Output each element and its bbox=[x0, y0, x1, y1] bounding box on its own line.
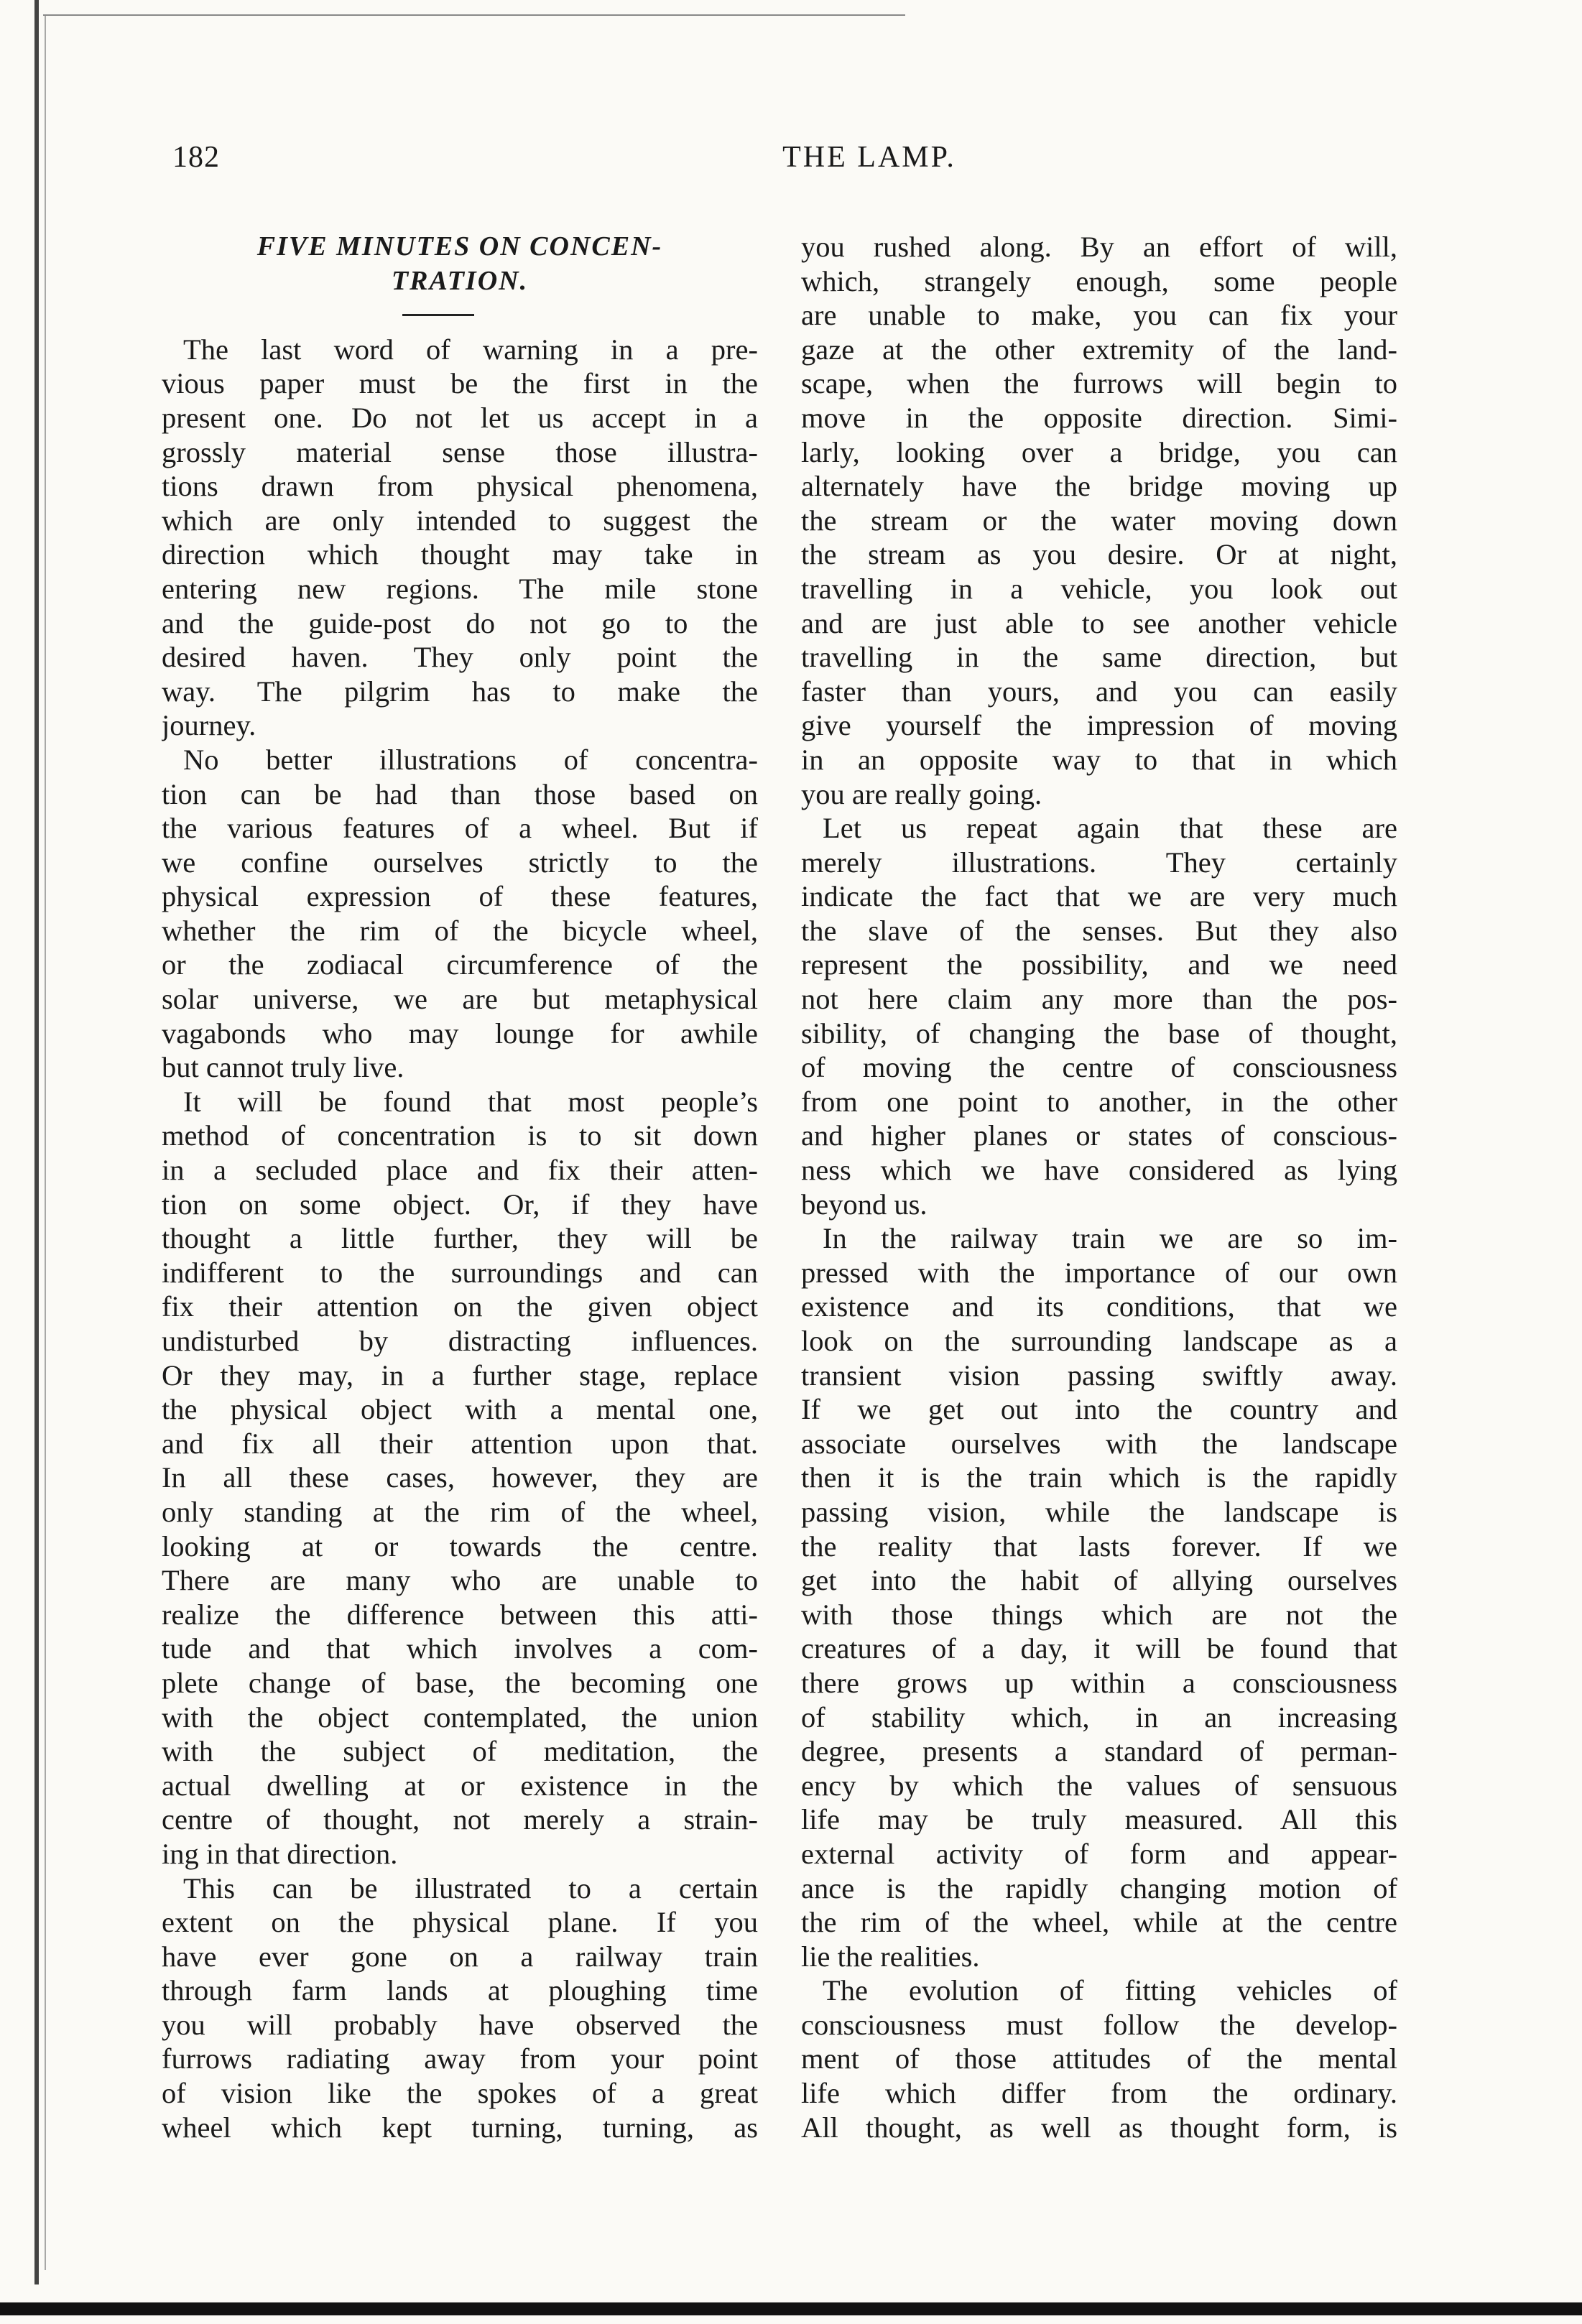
text-line: The evolution of fitting vehicles of bbox=[823, 1974, 1397, 2007]
text-line: and the guide-post do not go to the bbox=[162, 606, 758, 639]
text-line: with those things which are not the bbox=[801, 1598, 1397, 1631]
text-line: give yourself the impression of moving bbox=[801, 709, 1397, 742]
text-line: passing vision, while the landscape is bbox=[801, 1495, 1397, 1528]
text-line: the rim of the wheel, while at the centre bbox=[801, 1906, 1397, 1939]
text-line: larly, looking over a bridge, you can bbox=[801, 435, 1397, 468]
text-line: are unable to make, you can fix your bbox=[801, 299, 1397, 332]
text-line: All thought, as well as thought form, is bbox=[801, 2111, 1397, 2144]
text-line: whether the rim of the bicycle wheel, bbox=[162, 914, 758, 947]
text-line: actual dwelling at or existence in the bbox=[162, 1769, 758, 1802]
text-line: consciousness must follow the develop- bbox=[801, 2008, 1397, 2041]
page-binding-edge bbox=[34, 0, 39, 2284]
text-line: direction which thought may take in bbox=[162, 538, 758, 571]
text-line: there grows up within a consciousness bbox=[801, 1666, 1397, 1699]
text-line: wheel which kept turning, turning, as bbox=[162, 2111, 758, 2144]
text-line: the slave of the senses. But they also bbox=[801, 914, 1397, 947]
text-line: then it is the train which is the rapidly bbox=[801, 1461, 1397, 1494]
text-line: alternately have the bridge moving up bbox=[801, 470, 1397, 503]
text-line: undisturbed by distracting influences. bbox=[162, 1325, 758, 1357]
text-line: through farm lands at ploughing time bbox=[162, 1974, 758, 2007]
text-line: centre of thought, not merely a strain- bbox=[162, 1803, 758, 1836]
text-line: ing in that direction. bbox=[162, 1837, 398, 1870]
text-line: indicate the fact that we are very much bbox=[801, 880, 1397, 913]
text-line: you will probably have observed the bbox=[162, 2008, 758, 2041]
text-line: tude and that which involves a com- bbox=[162, 1632, 758, 1665]
text-line: the physical object with a mental one, bbox=[162, 1393, 758, 1426]
text-line: you are really going. bbox=[801, 777, 1042, 810]
text-line: There are many who are unable to bbox=[162, 1564, 758, 1597]
text-line: and fix all their attention upon that. bbox=[162, 1427, 758, 1460]
text-line: of vision like the spokes of a great bbox=[162, 2077, 758, 2110]
text-line: It will be found that most people’s bbox=[183, 1085, 758, 1118]
text-line: solar universe, we are but metaphysical bbox=[162, 983, 758, 1016]
text-line: travelling in the same direction, but bbox=[801, 641, 1397, 674]
text-line: If we get out into the country and bbox=[801, 1393, 1397, 1426]
text-line: the reality that lasts forever. If we bbox=[801, 1529, 1397, 1563]
text-line: gaze at the other extremity of the land- bbox=[801, 333, 1397, 366]
page-bottom-edge bbox=[0, 2302, 1582, 2315]
text-line: associate ourselves with the landscape bbox=[801, 1427, 1397, 1460]
text-line: Let us repeat again that these are bbox=[823, 812, 1397, 845]
text-line: with the object contemplated, the union bbox=[162, 1700, 758, 1733]
text-line: of moving the centre of consciousness bbox=[801, 1051, 1397, 1084]
text-line: method of concentration is to sit down bbox=[162, 1119, 758, 1152]
text-line: indifferent to the surroundings and can bbox=[162, 1256, 758, 1289]
text-line: No better illustrations of concentra- bbox=[183, 743, 758, 776]
title-divider bbox=[162, 298, 758, 333]
text-line: with the subject of meditation, the bbox=[162, 1735, 758, 1768]
text-line: plete change of base, the becoming one bbox=[162, 1666, 758, 1699]
text-line: present one. Do not let us accept in a bbox=[162, 401, 758, 434]
text-line: and higher planes or states of conscious- bbox=[801, 1119, 1397, 1152]
text-line: physical expression of these features, bbox=[162, 880, 758, 913]
text-line: we confine ourselves strictly to the bbox=[162, 846, 758, 879]
page-binding-shadow bbox=[45, 14, 46, 2270]
text-line: extent on the physical plane. If you bbox=[162, 1906, 758, 1939]
text-line: you rushed along. By an effort of will, bbox=[801, 231, 1397, 263]
running-title: THE LAMP. bbox=[782, 141, 956, 174]
right-column bbox=[801, 230, 1397, 2144]
text-line: way. The pilgrim has to make the bbox=[162, 675, 758, 708]
text-line: life which differ from the ordinary. bbox=[801, 2077, 1397, 2110]
text-line: which, strangely enough, some people bbox=[801, 264, 1397, 297]
text-line: ment of those attitudes of the mental bbox=[801, 2042, 1397, 2075]
text-line: entering new regions. The mile stone bbox=[162, 572, 758, 605]
article-title-line-1: FIVE MINUTES ON CONCEN- bbox=[256, 231, 663, 261]
text-line: tion on some object. Or, if they have bbox=[162, 1188, 758, 1221]
text-line: existence and its conditions, that we bbox=[801, 1290, 1397, 1323]
text-line: thought a little further, they will be bbox=[162, 1222, 758, 1255]
text-line: in a secluded place and fix their atten- bbox=[162, 1154, 758, 1187]
text-line: from one point to another, in the other bbox=[801, 1085, 1397, 1118]
text-line: Or they may, in a further stage, replace bbox=[162, 1358, 758, 1392]
text-line: vagabonds who may lounge for awhile bbox=[162, 1017, 758, 1050]
text-line: In all these cases, however, they are bbox=[162, 1461, 758, 1494]
text-line: merely illustrations. They certainly bbox=[801, 846, 1397, 879]
text-line: beyond us. bbox=[801, 1188, 928, 1221]
text-line: fix their attention on the given object bbox=[162, 1290, 758, 1323]
text-line: get into the habit of allying ourselves bbox=[801, 1564, 1397, 1597]
text-line: In the railway train we are so im- bbox=[823, 1222, 1397, 1255]
text-line: but cannot truly live. bbox=[162, 1051, 404, 1084]
text-line: looking at or towards the centre. bbox=[162, 1529, 758, 1563]
text-line: scape, when the furrows will begin to bbox=[801, 367, 1397, 400]
top-scan-rule bbox=[43, 14, 905, 16]
text-line: pressed with the importance of our own bbox=[801, 1256, 1397, 1289]
text-line: of stability which, in an increasing bbox=[801, 1700, 1397, 1733]
text-line: grossly material sense those illustra- bbox=[162, 435, 758, 468]
text-line: move in the opposite direction. Simi- bbox=[801, 401, 1397, 434]
text-line: or the zodiacal circumference of the bbox=[162, 948, 758, 981]
left-column bbox=[162, 230, 758, 2144]
text-line: the stream or the water moving down bbox=[801, 504, 1397, 537]
text-line: only standing at the rim of the wheel, bbox=[162, 1495, 758, 1528]
text-line: in an opposite way to that in which bbox=[801, 743, 1397, 776]
text-line: transient vision passing swiftly away. bbox=[801, 1358, 1397, 1392]
article-title-line-2: TRATION. bbox=[391, 265, 529, 296]
text-line: faster than yours, and you can easily bbox=[801, 675, 1397, 708]
right-column-text bbox=[801, 230, 1397, 2144]
text-line: not here claim any more than the pos- bbox=[801, 983, 1397, 1016]
text-line: external activity of form and appear- bbox=[801, 1837, 1397, 1870]
text-line: journey. bbox=[162, 709, 256, 742]
text-line: vious paper must be the first in the bbox=[162, 367, 758, 400]
text-line: tion can be had than those based on bbox=[162, 777, 758, 810]
text-line: ness which we have considered as lying bbox=[801, 1154, 1397, 1187]
text-line: life may be truly measured. All this bbox=[801, 1803, 1397, 1836]
text-line: which are only intended to suggest the bbox=[162, 504, 758, 537]
text-line: the stream as you desire. Or at night, bbox=[801, 538, 1397, 571]
text-line: desired haven. They only point the bbox=[162, 641, 758, 674]
text-line: represent the possibility, and we need bbox=[801, 948, 1397, 981]
left-column-text bbox=[162, 333, 758, 2144]
text-line: creatures of a day, it will be found that bbox=[801, 1632, 1397, 1665]
text-line: look on the surrounding landscape as a bbox=[801, 1325, 1397, 1357]
text-line: The last word of warning in a pre- bbox=[183, 333, 758, 366]
text-line: degree, presents a standard of perman- bbox=[801, 1735, 1397, 1768]
text-line: the various features of a wheel. But if bbox=[162, 812, 758, 845]
text-line: lie the realities. bbox=[801, 1940, 980, 1973]
text-line: sibility, of changing the base of thought, bbox=[801, 1017, 1397, 1050]
text-line: This can be illustrated to a certain bbox=[183, 1871, 758, 1904]
text-line: ency by which the values of sensuous bbox=[801, 1769, 1397, 1802]
text-line: travelling in a vehicle, you look out bbox=[801, 572, 1397, 605]
text-line: furrows radiating away from your point bbox=[162, 2042, 758, 2075]
page-number: 182 bbox=[172, 141, 220, 174]
text-line: realize the difference between this atti- bbox=[162, 1598, 758, 1631]
text-line: ance is the rapidly changing motion of bbox=[801, 1871, 1397, 1904]
text-line: and are just able to see another vehicle bbox=[801, 606, 1397, 639]
text-line: have ever gone on a railway train bbox=[162, 1940, 758, 1973]
text-line: tions drawn from physical phenomena, bbox=[162, 470, 758, 503]
